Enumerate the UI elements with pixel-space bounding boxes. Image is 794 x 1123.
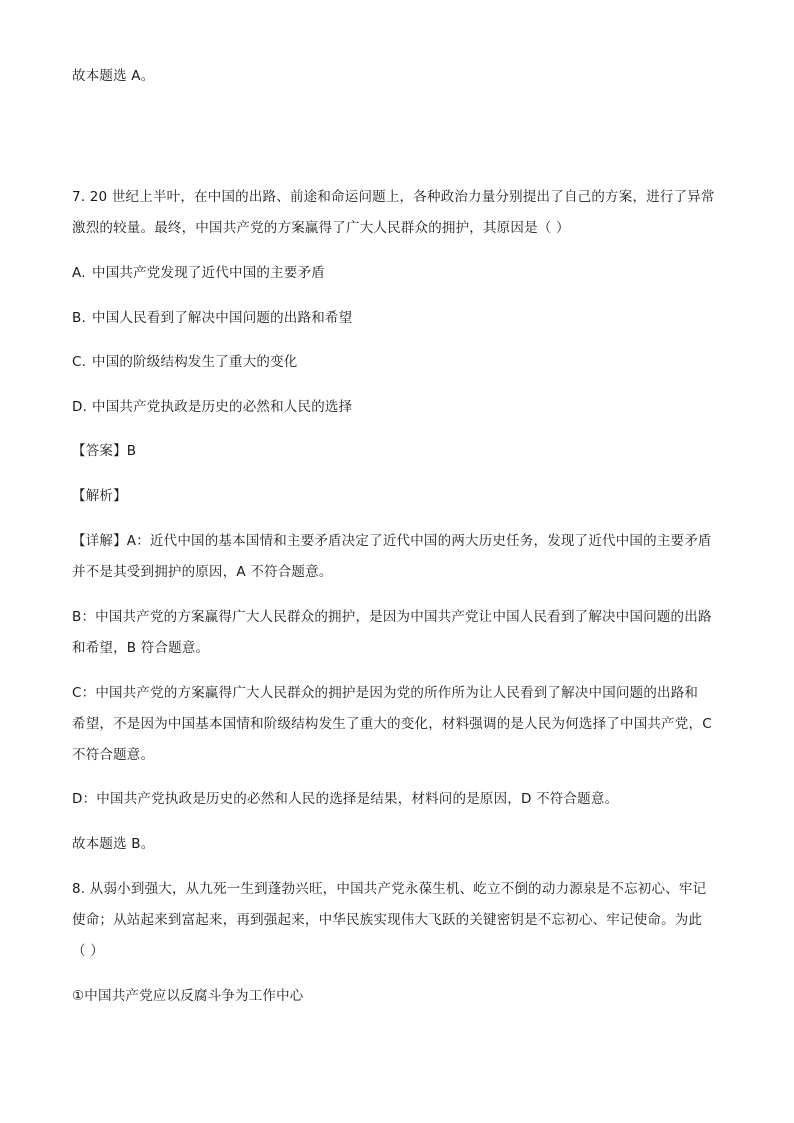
previous-conclusion: 故本题选 A。 — [72, 68, 155, 84]
option-label: A. — [72, 265, 86, 281]
q7-conclusion: 故本题选 B。 — [72, 836, 155, 852]
option-label: D. — [72, 399, 88, 415]
q8-stem-line1: 8. 从弱小到强大，从九死一生到蓬勃兴旺，中国共产党永葆生机、屹立不倒的动力源泉是不忘初心、牢记 — [72, 881, 707, 897]
q7-detail-d-line1: D：中国共产党执政是历史的必然和人民的选择是结果，材料问的是原因，D 不符合题意。 — [72, 791, 619, 807]
q7-detail-a-line2: 并不是其受到拥护的原因，A 不符合题意。 — [72, 564, 333, 580]
q7-answer: 【答案】B — [72, 443, 137, 459]
q7-detail-c-line1: C：中国共产党的方案赢得广大人民群众的拥护是因为党的所作所为让人民看到了解决中国问题的出路和 — [72, 685, 699, 701]
option-text: 中国共产党发现了近代中国的主要矛盾 — [92, 265, 325, 281]
q8-item-1: ①中国共产党应以反腐斗争为工作中心 — [72, 988, 304, 1004]
q7-detail-c-line3: 不符合题意。 — [72, 747, 155, 763]
option-label: B. — [72, 310, 86, 326]
q7-option-d — [72, 397, 352, 417]
q7-option-b — [72, 308, 352, 328]
option-text: 中国人民看到了解决中国问题的出路和希望 — [92, 310, 353, 326]
option-text: 中国的阶级结构发生了重大的变化 — [92, 354, 298, 370]
q7-analysis-heading: 【解析】 — [72, 488, 127, 504]
q8-stem-line3: （ ） — [72, 943, 104, 959]
q8-stem-line2: 使命；从站起来到富起来，再到强起来，中华民族实现伟大飞跃的关键密钥是不忘初心、牢记使命。为此 — [72, 912, 703, 928]
q7-detail-c-line2: 希望，不是因为中国基本国情和阶级结构发生了重大的变化，材料强调的是人民为何选择了中国共产党，C — [72, 716, 712, 732]
q7-detail-b-line1: B：中国共产党的方案赢得广大人民群众的拥护，是因为中国共产党让中国人民看到了解决中国问题的出路 — [72, 609, 712, 625]
q7-stem-line1: 7. 20 世纪上半叶，在中国的出路、前途和命运问题上，各种政治力量分别提出了自己的方案，进行了异常 — [72, 189, 715, 205]
q7-stem-line2: 激烈的较量。最终，中国共产党的方案赢得了广大人民群众的拥护，其原因是（ ） — [72, 220, 570, 236]
q7-detail-b-line2: 和希望，B 符合题意。 — [72, 640, 210, 656]
q7-option-a — [72, 263, 325, 283]
q7-option-c — [72, 352, 298, 372]
q7-detail-a-line1: 【详解】A：近代中国的基本国情和主要矛盾决定了近代中国的两大历史任务，发现了近代中国的主要矛盾 — [72, 533, 712, 549]
option-label: C. — [72, 354, 87, 370]
option-text: 中国共产党执政是历史的必然和人民的选择 — [92, 399, 353, 415]
